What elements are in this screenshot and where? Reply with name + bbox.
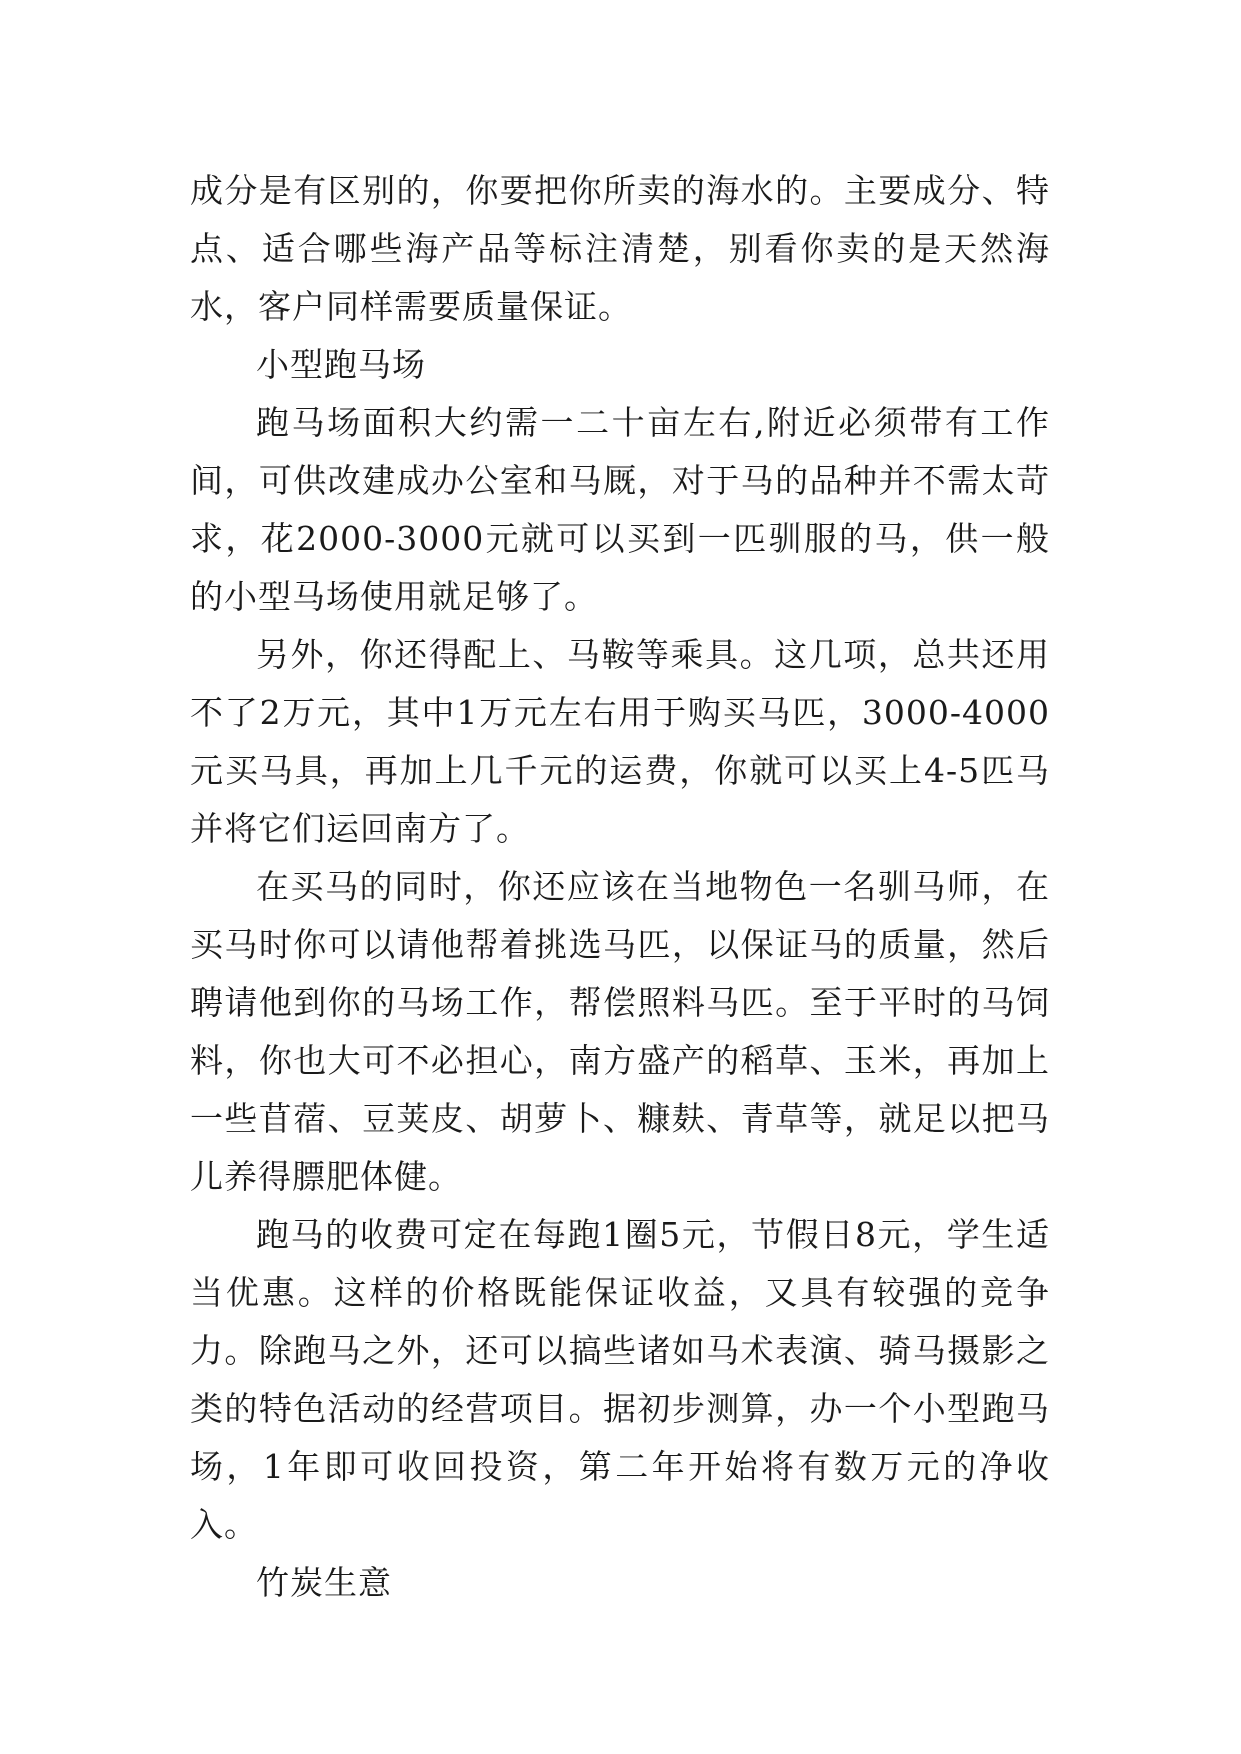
paragraph-equipment-cost: 另外，你还得配上、马鞍等乘具。这几项，总共还用不了2万元，其中1万元左右用于购买马匹，3000-4000元买马具，再加上几千元的运费，你就可以买上4-5匹马并将它们运回南方了。 [190, 635, 1050, 848]
paragraph-pricing: 跑马的收费可定在每跑1圈5元，节假日8元，学生适当优惠。这样的价格既能保证收益，又具有较强的竞争力。除跑马之外，还可以搞些诸如马术表演、骑马摄影之类的特色活动的经营项目。据初步测算，办一个小型跑马场，1年即可收回投资，第二年开始将有数万元的净收入。 [190, 1215, 1050, 1544]
paragraph-horse-trainer: 在买马的同时，你还应该在当地物色一名驯马师，在买马时你可以请他帮着挑选马匹，以保证马的质量，然后聘请他到你的马场工作，帮偿照料马匹。至于平时的马饲料，你也大可不必担心，南方盛产的稻草、玉米，再加上一些苜蓿、豆荚皮、胡萝卜、糠麸、青草等，就足以把马儿养得膘肥体健。 [190, 867, 1050, 1196]
section-heading-racecourse: 小型跑马场 [256, 345, 426, 384]
section-heading-bamboo-charcoal: 竹炭生意 [256, 1563, 392, 1602]
paragraph-racecourse-area: 跑马场面积大约需一二十亩左右,附近必须带有工作间，可供改建成办公室和马厩，对于马的品种并不需太苛求，花2000-3000元就可以买到一匹驯服的马，供一般的小型马场使用就足够了。 [190, 403, 1050, 616]
document-body [190, 162, 1050, 1612]
paragraph-continued: 成分是有区别的，你要把你所卖的海水的。主要成分、特点、适合哪些海产品等标注清楚，别看你卖的是天然海水，客户同样需要质量保证。 [190, 171, 1050, 326]
